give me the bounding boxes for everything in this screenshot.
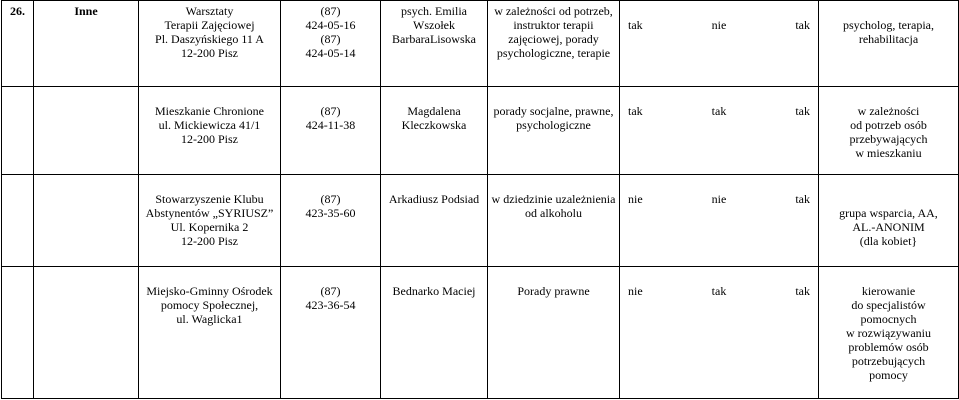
section-number: 26. [2, 1, 34, 87]
table-row [2, 267, 959, 399]
institution-name: Mieszkanie Chronione ul. Mickiewicza 41/1 12-200 Pisz [139, 87, 281, 175]
phone: (87) 423-36-54 [281, 267, 381, 399]
service-scope: porady socjalne, prawne, psychologiczne [488, 87, 620, 175]
availability-flags: tak nie tak [620, 1, 819, 87]
phone: (87) 424-05-16 (87) 424-05-14 [281, 1, 381, 87]
section-category: Inne [34, 1, 139, 87]
service-scope: w dziedzinie uzależnienia od alkoholu [488, 175, 620, 267]
contact-person: Arkadiusz Podsiad [381, 175, 488, 267]
availability-flags: tak tak tak [620, 87, 819, 175]
service-scope: w zależności od potrzeb, instruktor terapii zajęciowej, porady psychologiczne, terapie [488, 1, 620, 87]
notes: w zależności od potrzeb osób przebywających w mieszkaniu [819, 87, 959, 175]
service-scope: Porady prawne [488, 267, 620, 399]
table-row [2, 87, 959, 175]
institution-name: Stowarzyszenie Klubu Abstynentów „SYRIUSZ” Ul. Kopernika 2 12-200 Pisz [139, 175, 281, 267]
services-table [1, 0, 959, 399]
phone: (87) 424-11-38 [281, 87, 381, 175]
availability-flags: nie nie tak [620, 175, 819, 267]
table-row [2, 175, 959, 267]
contact-person: Bednarko Maciej [381, 267, 488, 399]
availability-flags: nie tak tak [620, 267, 819, 399]
notes: psycholog, terapia, rehabilitacja [819, 1, 959, 87]
notes: grupa wsparcia, AA, AL.-ANONIM (dla kobiet} [819, 175, 959, 267]
table-row [2, 1, 959, 87]
phone: (87) 423-35-60 [281, 175, 381, 267]
contact-person: psych. Emilia Wszołek BarbaraLisowska [381, 1, 488, 87]
institution-name: Warsztaty Terapii Zajęciowej Pl. Daszyńskiego 11 A 12-200 Pisz [139, 1, 281, 87]
notes: kierowanie do specjalistów pomocnych w rozwiązywaniu problemów osób potrzebujących pomocy [819, 267, 959, 399]
contact-person: Magdalena Kleczkowska [381, 87, 488, 175]
institution-name: Miejsko-Gminny Ośrodek pomocy Społecznej, ul. Waglicka1 [139, 267, 281, 399]
